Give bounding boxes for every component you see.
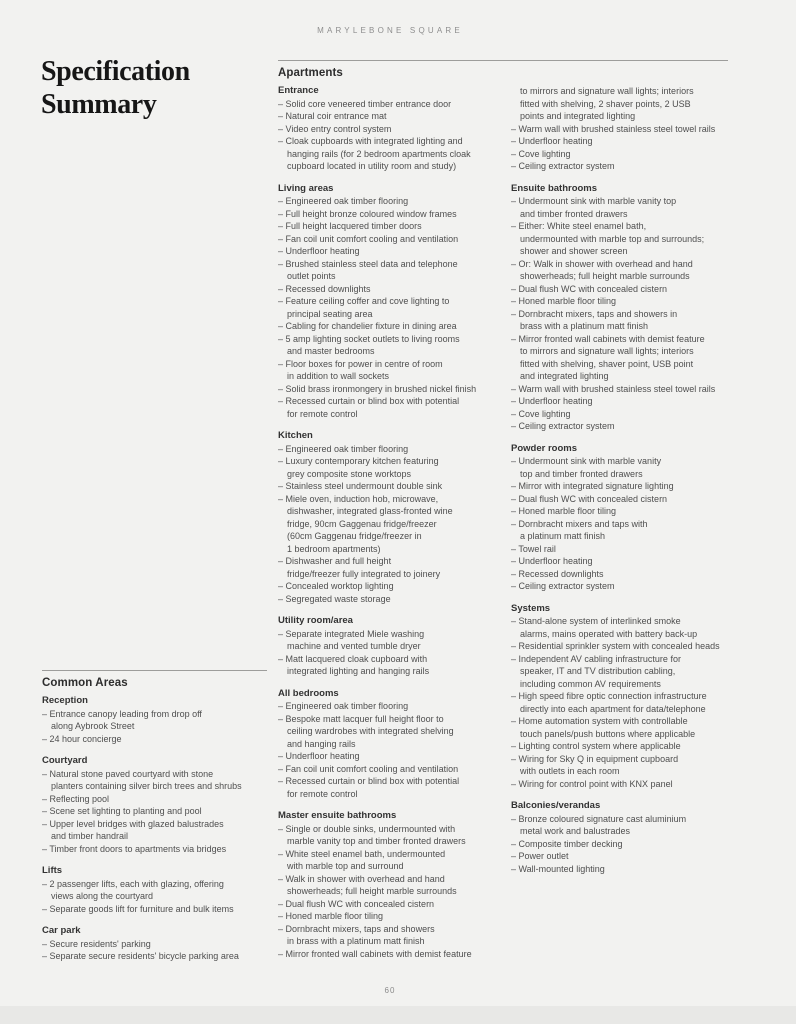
spec-item	[511, 408, 728, 421]
subsection-ensuite-bathrooms	[511, 183, 728, 433]
spec-line: – Cloak cupboards with integrated lighting and	[278, 136, 463, 146]
common-areas-divider	[42, 670, 267, 671]
spec-line-continued: top and timber fronted drawers	[520, 468, 643, 479]
spec-line: – Either: White steel enamel bath,	[511, 221, 647, 231]
spec-line: – Secure residents' parking	[42, 938, 151, 949]
spec-line-continued: to mirrors and signature wall lights; interiors	[520, 346, 694, 356]
spec-line: – Separate integrated Miele washing	[278, 628, 425, 639]
spec-line-continued: brass with a platinum matt finish	[520, 321, 649, 331]
apartments-column-2	[511, 85, 728, 960]
spec-line: – Entrance canopy leading from drop off	[42, 708, 202, 719]
spec-line: – Matt lacquered cloak cupboard with	[278, 653, 428, 664]
spec-item	[278, 480, 491, 493]
subsection-courtyard	[42, 755, 267, 855]
spec-line: – Separate secure residents' bicycle parking area	[42, 951, 239, 961]
spec-line-continued: metal work and balustrades	[520, 826, 631, 836]
spec-item	[511, 543, 728, 556]
spec-item	[278, 195, 491, 208]
spec-line: – Feature ceiling coffer and cove lighting to	[278, 296, 450, 306]
spec-line: – Reflecting pool	[42, 793, 110, 804]
spec-line: – Ceiling extractor system	[511, 421, 615, 431]
spec-item	[42, 805, 267, 818]
spec-item	[278, 493, 491, 556]
spec-item	[511, 838, 728, 851]
spec-item	[278, 898, 491, 911]
spec-line: – Fan coil unit comfort cooling and ventilation	[278, 233, 459, 244]
spec-item	[511, 505, 728, 518]
spec-item	[278, 910, 491, 923]
spec-line-continued: outlet points	[287, 271, 336, 281]
spec-line-continued: alarms, mains operated with battery back-up	[520, 628, 698, 639]
spec-line-continued: fitted with shelving, shaver point, USB point	[520, 358, 694, 369]
spec-line-continued: cupboard located in utility room and study)	[287, 161, 457, 171]
spec-line: – Composite timber decking	[511, 838, 623, 849]
spec-line: – Towel rail	[511, 543, 556, 554]
spec-line: – Natural stone paved courtyard with stone	[42, 768, 214, 779]
spec-item	[511, 690, 728, 715]
apartments-column-1	[278, 85, 491, 960]
apartments-columns	[278, 85, 728, 960]
subsection-powder-rooms	[511, 443, 728, 593]
spec-item	[278, 823, 491, 848]
spec-line-continued: planters containing silver birch trees and shrubs	[51, 781, 242, 791]
spec-item	[511, 123, 728, 136]
spec-line: – Full height bronze coloured window frames	[278, 208, 457, 219]
spec-line-continued: with outlets in each room	[520, 766, 620, 776]
spec-item	[511, 455, 728, 480]
spec-line: – Separate goods lift for furniture and bulk items	[42, 903, 234, 914]
spec-line: – Warm wall with brushed stainless steel towel rails	[511, 123, 716, 134]
page-title	[41, 55, 190, 121]
spec-item	[511, 518, 728, 543]
subsection-title: Entrance	[278, 85, 319, 96]
spec-line-continued: grey composite stone worktops	[287, 468, 412, 479]
subsection-title: Living areas	[278, 182, 334, 194]
spec-line: – Fan coil unit comfort cooling and ventilation	[278, 763, 459, 774]
spec-line: – Luxury contemporary kitchen featuring	[278, 456, 439, 466]
spec-line: – Full height lacquered timber doors	[278, 221, 422, 231]
spec-item	[278, 653, 491, 678]
subsection-kitchen	[278, 430, 491, 605]
spec-line-continued: for remote control	[287, 788, 358, 799]
common-areas-list	[42, 695, 267, 963]
spec-item	[511, 395, 728, 408]
spec-item	[42, 938, 267, 951]
spec-item	[278, 628, 491, 653]
spec-line: – Recessed curtain or blind box with potential	[278, 396, 460, 406]
subsection-title: Systems	[511, 602, 551, 614]
spec-item	[278, 455, 491, 480]
spec-line: – Natural coir entrance mat	[278, 111, 387, 121]
spec-line-continued: (60cm Gaggenau fridge/freezer in	[287, 531, 422, 541]
spec-line: – Honed marble floor tiling	[511, 506, 617, 516]
subsection-title: Reception	[42, 695, 88, 706]
spec-line-continued: directly into each apartment for data/telephone	[520, 703, 706, 714]
spec-line-continued: including common AV requirements	[520, 678, 661, 689]
spec-item	[511, 333, 728, 383]
spec-line: – Residential sprinkler system with concealed heads	[511, 641, 720, 651]
apartments-section	[278, 60, 728, 960]
subsection-reception	[42, 695, 267, 745]
spec-line: – Underfloor heating	[511, 556, 593, 566]
common-areas-section	[42, 670, 267, 963]
spec-line-continued: and master bedrooms	[287, 346, 375, 356]
spec-item	[511, 283, 728, 296]
spec-item	[278, 775, 491, 800]
subsection-car-park	[42, 925, 267, 963]
spec-item	[278, 233, 491, 246]
subsection-utility-room-area	[278, 615, 491, 678]
spec-line: – White steel enamel bath, undermounted	[278, 848, 446, 859]
apartments-divider	[278, 60, 728, 61]
subsection-entrance	[278, 85, 491, 173]
spec-line: – Timber front doors to apartments via bridges	[42, 843, 227, 854]
spec-item	[511, 850, 728, 863]
spec-line: – Cabling for chandelier fixture in dining area	[278, 321, 457, 331]
spec-item	[511, 615, 728, 640]
spec-line: – Underfloor heating	[278, 246, 360, 256]
spec-item	[278, 750, 491, 763]
spec-item	[511, 258, 728, 283]
subsection-living-areas	[278, 183, 491, 421]
spec-item	[511, 85, 728, 123]
spec-item	[42, 733, 267, 746]
spec-item	[511, 568, 728, 581]
page-title-line1: Specification	[41, 56, 190, 87]
spec-item	[511, 148, 728, 161]
subsection-title: All bedrooms	[278, 687, 339, 699]
spec-item	[278, 443, 491, 456]
subsection-systems	[511, 603, 728, 791]
spec-item	[278, 923, 491, 948]
spec-item	[278, 580, 491, 593]
spec-line: – Segregated waste storage	[278, 593, 391, 604]
spec-line-continued: ceiling wardrobes with integrated shelving	[287, 726, 454, 736]
spec-line: – 2 passenger lifts, each with glazing, offering	[42, 878, 224, 889]
brand-header: MARYLEBONE SQUARE	[317, 26, 463, 35]
page-bottom-edge	[0, 1006, 796, 1024]
spec-line: – Stand-alone system of interlinked smoke	[511, 616, 681, 626]
spec-item	[42, 950, 267, 963]
spec-line: – Cove lighting	[511, 408, 571, 419]
spec-item	[511, 195, 728, 220]
spec-line: – Cove lighting	[511, 148, 571, 159]
spec-item	[42, 768, 267, 793]
spec-line-continued: hanging rails (for 2 bedroom apartments cloak	[287, 148, 471, 159]
subsection-title: Car park	[42, 925, 81, 936]
spec-item	[278, 383, 491, 396]
spec-line: – Scene set lighting to planting and pool	[42, 806, 202, 816]
spec-line-continued: marble vanity top and timber fronted drawers	[287, 836, 466, 846]
spec-line: – Dornbracht mixers, taps and showers	[278, 923, 435, 934]
spec-line-continued: 1 bedroom apartments)	[287, 543, 381, 554]
spec-item	[511, 480, 728, 493]
spec-item	[511, 493, 728, 506]
spec-line: – Engineered oak timber flooring	[278, 701, 409, 711]
apartments-heading: Apartments	[278, 67, 343, 79]
spec-item	[278, 295, 491, 320]
spec-line: – Honed marble floor tiling	[511, 296, 617, 306]
spec-item	[511, 420, 728, 433]
spec-line: – Miele oven, induction hob, microwave,	[278, 493, 439, 504]
spec-item	[511, 863, 728, 876]
spec-line-continued: fridge/freezer fully integrated to joinery	[287, 568, 441, 579]
spec-line: – Bronze coloured signature cast aluminium	[511, 813, 687, 824]
spec-item	[278, 135, 491, 173]
spec-line: – Underfloor heating	[511, 136, 593, 146]
spec-line-continued: showerheads; full height marble surrounds	[520, 271, 690, 281]
spec-line: – Honed marble floor tiling	[278, 911, 384, 921]
spec-line: – Undermount sink with marble vanity	[511, 456, 662, 466]
spec-item	[511, 753, 728, 778]
subsection-all-bedrooms	[278, 688, 491, 801]
spec-line: – Walk in shower with overhead and hand	[278, 873, 445, 884]
spec-line: – Ceiling extractor system	[511, 161, 615, 171]
spec-item	[511, 555, 728, 568]
spec-item	[278, 593, 491, 606]
subsection-title: Utility room/area	[278, 615, 353, 626]
subsection-lifts	[42, 865, 267, 915]
subsection-title: Lifts	[42, 865, 63, 876]
spec-line: – Mirror with integrated signature lighting	[511, 481, 674, 491]
spec-item	[278, 358, 491, 383]
spec-line: – Independent AV cabling infrastructure for	[511, 653, 681, 664]
spec-item	[42, 818, 267, 843]
spec-item	[511, 740, 728, 753]
spec-item	[511, 295, 728, 308]
spec-item	[278, 208, 491, 221]
spec-item	[511, 160, 728, 173]
spec-line-continued: for remote control	[287, 408, 358, 419]
spec-line: – Stainless steel undermount double sink	[278, 481, 443, 491]
page-number: 60	[384, 986, 396, 995]
spec-line: – 5 amp lighting socket outlets to living rooms	[278, 333, 460, 344]
spec-line: – High speed fibre optic connection infrastructure	[511, 691, 707, 701]
spec-line: – Upper level bridges with glazed balustrades	[42, 818, 224, 829]
spec-line: – Solid brass ironmongery in brushed nickel finish	[278, 383, 477, 394]
spec-line: – Engineered oak timber flooring	[278, 443, 409, 454]
spec-line: – Wall-mounted lighting	[511, 863, 605, 874]
spec-line-continued: points and integrated lighting	[520, 111, 636, 121]
spec-line-continued: machine and vented tumble dryer	[287, 641, 421, 651]
spec-line: – Dual flush WC with concealed cistern	[278, 898, 435, 909]
spec-line-continued: and timber handrail	[51, 831, 129, 841]
spec-line: – Video entry control system	[278, 123, 392, 134]
spec-line-continued: dishwasher, integrated glass-fronted wine	[287, 506, 453, 516]
spec-item	[42, 903, 267, 916]
subsection-balconies-verandas	[511, 800, 728, 875]
spec-line: – Brushed stainless steel data and telephone	[278, 258, 458, 269]
spec-line-continued: with marble top and surround	[287, 861, 404, 871]
spec-line-continued: showerheads; full height marble surrounds	[287, 886, 457, 896]
spec-line: – Wiring for Sky Q in equipment cupboard	[511, 753, 679, 764]
subsection-master-ensuite-bathrooms	[278, 810, 491, 960]
spec-line-continued: fridge, 90cm Gaggenau fridge/freezer	[287, 518, 437, 529]
spec-line: – Power outlet	[511, 851, 569, 861]
spec-item	[278, 948, 491, 961]
spec-line-continued: a platinum matt finish	[520, 531, 606, 541]
spec-line-continued: along Aybrook Street	[51, 721, 135, 731]
spec-line: – Undermount sink with marble vanity top	[511, 196, 677, 206]
spec-line: – Warm wall with brushed stainless steel towel rails	[511, 383, 716, 394]
spec-line: – Dornbracht mixers and taps with	[511, 518, 648, 529]
spec-line: – Mirror fronted wall cabinets with demist feature	[278, 948, 472, 959]
spec-item	[42, 878, 267, 903]
spec-line: – Underfloor heating	[278, 751, 360, 761]
subsection-title: Courtyard	[42, 755, 88, 766]
spec-line: – 24 hour concierge	[42, 733, 122, 744]
spec-line-continued: speaker, IT and TV distribution cabling,	[520, 666, 676, 676]
spec-line: – Recessed downlights	[278, 283, 371, 294]
subsection-title: Kitchen	[278, 430, 313, 441]
spec-item	[511, 778, 728, 791]
spec-line: – Dishwasher and full height	[278, 556, 392, 566]
spec-line: – Recessed downlights	[511, 568, 604, 579]
spec-item	[278, 700, 491, 713]
spec-line: – Concealed worktop lighting	[278, 581, 394, 591]
spec-item	[278, 333, 491, 358]
spec-line: – Ceiling extractor system	[511, 581, 615, 591]
spec-line-continued: and hanging rails	[287, 738, 356, 749]
spec-item	[511, 653, 728, 691]
spec-item	[42, 843, 267, 856]
spec-item	[278, 555, 491, 580]
spec-line: – Mirror fronted wall cabinets with demist feature	[511, 333, 705, 344]
spec-line: – Solid core veneered timber entrance door	[278, 98, 452, 109]
spec-item	[278, 123, 491, 136]
spec-item	[278, 110, 491, 123]
spec-item	[278, 258, 491, 283]
spec-item	[278, 713, 491, 751]
spec-line-continued: undermounted with marble top and surrounds;	[520, 233, 705, 244]
spec-line: – Underfloor heating	[511, 396, 593, 406]
spec-item	[278, 220, 491, 233]
subsection-title: Balconies/verandas	[511, 800, 601, 811]
spec-item	[278, 395, 491, 420]
spec-line-continued: and timber fronted drawers	[520, 208, 628, 219]
spec-item	[42, 708, 267, 733]
spec-line-continued: views along the courtyard	[51, 891, 154, 901]
spec-line: – Floor boxes for power in centre of room	[278, 358, 443, 369]
spec-line: – Single or double sinks, undermounted with	[278, 823, 456, 834]
spec-item	[278, 763, 491, 776]
spec-line: – Or: Walk in shower with overhead and hand	[511, 258, 693, 269]
spec-line-continued: in addition to wall sockets	[287, 371, 390, 381]
spec-item	[511, 715, 728, 740]
subsection-title: Master ensuite bathrooms	[278, 810, 397, 821]
subsection-title: Ensuite bathrooms	[511, 182, 598, 194]
spec-line: – Recessed curtain or blind box with potential	[278, 776, 460, 786]
spec-item	[278, 848, 491, 873]
spec-item	[278, 873, 491, 898]
spec-item	[511, 580, 728, 593]
spec-item	[511, 135, 728, 148]
spec-item	[511, 813, 728, 838]
spec-item	[42, 793, 267, 806]
spec-line-continued: and integrated lighting	[520, 371, 609, 381]
spec-line: – Dual flush WC with concealed cistern	[511, 493, 668, 504]
spec-item	[278, 320, 491, 333]
spec-line: – Home automation system with controllable	[511, 716, 688, 726]
spec-line: – Dornbracht mixers, taps and showers in	[511, 308, 678, 319]
subsection-title: Powder rooms	[511, 442, 577, 454]
spec-item	[278, 245, 491, 258]
spec-line: – Engineered oak timber flooring	[278, 196, 409, 206]
spec-item	[511, 383, 728, 396]
spec-item	[511, 308, 728, 333]
spec-line-continued: integrated lighting and hanging rails	[287, 666, 430, 676]
spec-line: – Wiring for control point with KNX panel	[511, 778, 673, 789]
spec-item	[278, 283, 491, 296]
spec-line-continued: shower and shower screen	[520, 246, 628, 256]
spec-line-continued: to mirrors and signature wall lights; interiors	[520, 86, 694, 96]
spec-line-continued: touch panels/push buttons where applicable	[520, 728, 696, 739]
spec-item	[511, 640, 728, 653]
spec-item	[278, 98, 491, 111]
spec-line-continued: in brass with a platinum matt finish	[287, 936, 425, 946]
spec-line: – Bespoke matt lacquer full height floor to	[278, 713, 444, 724]
subsection-continuation	[511, 85, 728, 173]
spec-line: – Lighting control system where applicable	[511, 741, 681, 751]
spec-line: – Dual flush WC with concealed cistern	[511, 283, 668, 294]
common-areas-heading: Common Areas	[42, 677, 128, 689]
page-title-line2: Summary	[41, 89, 157, 120]
spec-line-continued: fitted with shelving, 2 shaver points, 2 USB	[520, 98, 691, 109]
spec-item	[511, 220, 728, 258]
spec-line-continued: principal seating area	[287, 308, 373, 319]
